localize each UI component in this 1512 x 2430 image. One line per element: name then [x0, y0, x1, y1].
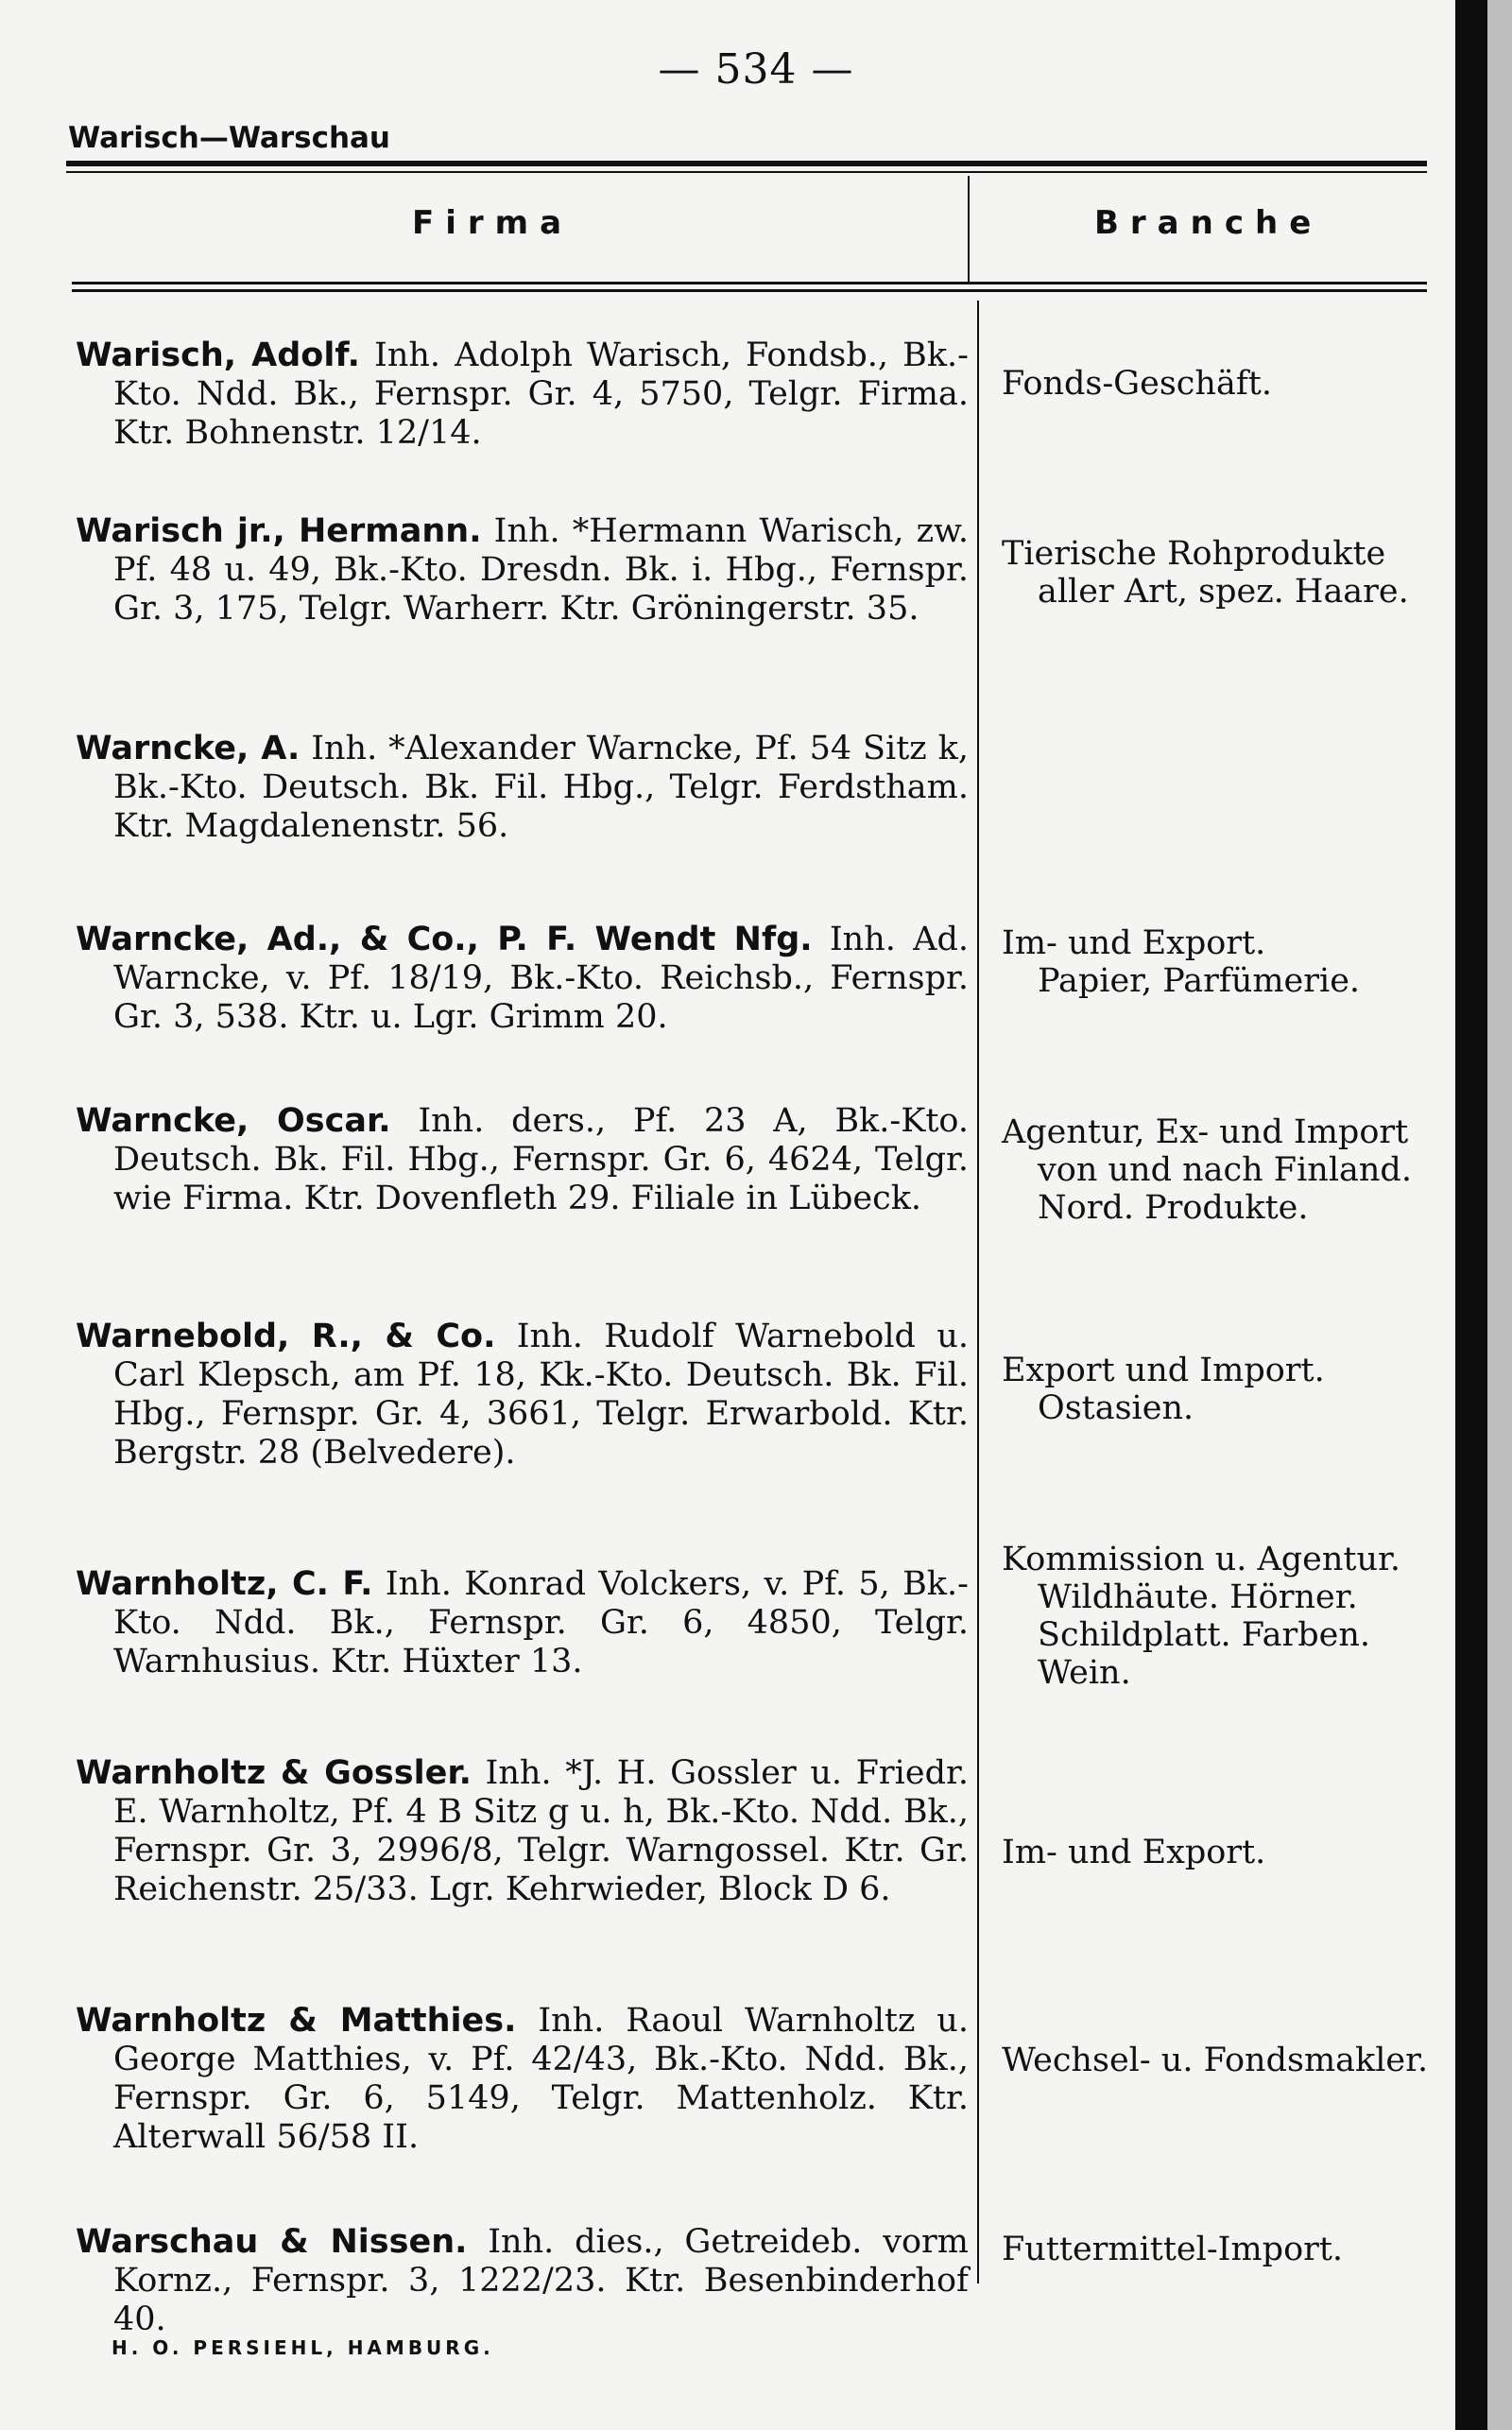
firm-text	[76, 336, 969, 453]
branche-warncke-ad-co	[1002, 924, 1455, 1000]
entry-warnholtz-cf	[76, 1565, 969, 1681]
entry-warnebold	[76, 1318, 969, 1473]
firm-text	[76, 921, 969, 1037]
firm-details: Inh. *J. H. Gossler u. Friedr. E. Warnholtz, Pf. 4 B Sitz g u. h, Bk.-Kto. Ndd. Bk., Fernspr. Gr. 3, 2996/8, Telgr. Warngossel. Ktr. Gr. Reichenstr. 25/33. Lgr. Kehrwieder, Block D 6.	[113, 1754, 969, 1908]
firm-details: Inh. *Hermann Warisch, zw. Pf. 48 u. 49, Bk.-Kto. Dresdn. Bk. i. Hbg., Fernspr. Gr. 3, 175, Telgr. Warherr. Ktr. Gröningerstr. 35.	[113, 512, 969, 628]
firm-text	[76, 1565, 969, 1681]
firm-name: Warncke, Ad., & Co., P. F. Wendt Nfg.	[76, 921, 813, 958]
branche-line: Im- und Export.	[1002, 924, 1266, 962]
branche-line: Export und Import.	[1002, 1352, 1325, 1389]
firm-text	[76, 2223, 969, 2339]
branche-warncke-oscar	[1002, 1113, 1455, 1227]
branche-warnholtz-matthies	[1002, 2042, 1455, 2079]
running-head: Warisch—Warschau	[68, 121, 390, 155]
branche-line: Wechsel- u. Fondsmakler.	[1002, 2042, 1429, 2079]
firm-details: Inh. ders., Pf. 23 A, Bk.-Kto. Deutsch. Bk. Fil. Hbg., Fernspr. Gr. 6, 4624, Telgr. wie Firma. Ktr. Dovenfleth 29. Filiale in Lübeck.	[113, 1102, 969, 1217]
branche-line: Tierische Rohprodukte	[1002, 535, 1386, 573]
firm-details: Inh. *Alexander Warncke, Pf. 54 Sitz k, Bk.-Kto. Deutsch. Bk. Fil. Hbg., Telgr. Ferdstham. Ktr. Magdalenenstr. 56.	[113, 730, 969, 845]
firm-text	[76, 1754, 969, 1909]
firm-details: Inh. Ad. Warncke, v. Pf. 18/19, Bk.-Kto. Reichsb., Fernspr. Gr. 3, 538. Ktr. u. Lgr. Grimm 20.	[113, 921, 969, 1036]
header-rule-thick	[66, 161, 1427, 166]
firm-name: Warnholtz, C. F.	[76, 1565, 373, 1603]
entry-warncke-a	[76, 730, 969, 846]
firm-name: Warnebold, R., & Co.	[76, 1318, 496, 1355]
branche-line: Papier, Parfümerie.	[1038, 962, 1361, 1000]
firm-details: Inh. Konrad Volckers, v. Pf. 5, Bk.-Kto. Ndd. Bk., Fernspr. Gr. 6, 4850, Telgr. Warnhusius. Ktr. Hüxter 13.	[113, 1565, 969, 1680]
branche-line: aller Art, spez. Haare.	[1038, 573, 1409, 611]
branche-line: Wein.	[1038, 1654, 1131, 1692]
table-head-rule-2	[72, 289, 1427, 292]
page-number: — 534 —	[658, 45, 854, 94]
firm-details: Inh. Rudolf Warnebold u. Carl Klepsch, am Pf. 18, Kk.-Kto. Deutsch. Bk. Fil. Hbg., Fernspr. Gr. 4, 3661, Telgr. Erwarbold. Ktr. Bergstr. 28 (Belvedere).	[113, 1318, 969, 1472]
branche-line: Ostasien.	[1038, 1389, 1194, 1427]
firm-name: Warncke, Oscar.	[76, 1102, 391, 1140]
branche-warschau-nissen	[1002, 2231, 1455, 2268]
branche-line: Agentur, Ex- und Import	[1002, 1113, 1409, 1151]
firm-details: Inh. Adolph Warisch, Fondsb., Bk.-Kto. Ndd. Bk., Fernspr. Gr. 4, 5750, Telgr. Firma. Ktr. Bohnenstr. 12/14.	[113, 336, 969, 452]
firm-name: Warnholtz & Matthies.	[76, 2002, 517, 2040]
firm-name: Warisch jr., Hermann.	[76, 512, 482, 550]
firm-text	[76, 512, 969, 629]
column-header-branche: Branche	[1094, 204, 1323, 242]
header-rule-thin	[66, 171, 1427, 173]
branche-warisch-adolf	[1002, 365, 1455, 403]
firm-text	[76, 730, 969, 846]
branche-warnholtz-cf	[1002, 1541, 1455, 1692]
branche-line: Schildplatt. Farben.	[1038, 1616, 1371, 1654]
column-divider	[977, 301, 979, 2284]
entry-warisch-hermann	[76, 512, 969, 629]
firm-name: Warncke, A.	[76, 730, 301, 767]
entry-warisch-adolf	[76, 336, 969, 453]
entry-warnholtz-gossler	[76, 1754, 969, 1909]
branche-line: Kommission u. Agentur.	[1002, 1541, 1401, 1578]
branche-warnholtz-gossler	[1002, 1834, 1455, 1871]
branche-line: Futtermittel-Import.	[1002, 2231, 1344, 2268]
printer-imprint: H. O. PERSIEHL, HAMBURG.	[112, 2336, 494, 2359]
branche-line: Im- und Export.	[1002, 1834, 1266, 1871]
branche-line: Wildhäute. Hörner.	[1038, 1578, 1358, 1616]
firm-text	[76, 2002, 969, 2157]
branche-line: Fonds-Geschäft.	[1002, 365, 1272, 403]
firm-details: Inh. Raoul Warnholtz u. George Matthies, v. Pf. 42/43, Bk.-Kto. Ndd. Bk., Fernspr. Gr. 6, 5149, Telgr. Mattenholz. Ktr. Alterwall 56/58 II.	[113, 2002, 969, 2156]
branche-line: von und nach Finland.	[1038, 1151, 1412, 1189]
entry-warncke-ad-co	[76, 921, 969, 1037]
entry-warnholtz-matthies	[76, 2002, 969, 2157]
branche-warisch-hermann	[1002, 535, 1455, 611]
table-head-rule-1	[72, 282, 1427, 284]
column-header-firma: Firma	[412, 204, 574, 242]
column-header-divider	[968, 176, 970, 282]
scan-margin	[1487, 0, 1512, 2430]
page-edge-shadow	[1455, 0, 1487, 2430]
firm-details: Inh. dies., Getreideb. vorm Kornz., Fernspr. 3, 1222/23. Ktr. Besenbinderhof 40.	[113, 2223, 969, 2338]
firm-text	[76, 1318, 969, 1473]
entry-warncke-oscar	[76, 1102, 969, 1218]
firm-text	[76, 1102, 969, 1218]
branche-warnebold	[1002, 1352, 1455, 1427]
branche-line: Nord. Produkte.	[1038, 1189, 1309, 1227]
firm-name: Warnholtz & Gossler.	[76, 1754, 472, 1792]
firm-name: Warisch, Adolf.	[76, 336, 360, 374]
firm-name: Warschau & Nissen.	[76, 2223, 468, 2261]
entry-warschau-nissen	[76, 2223, 969, 2339]
